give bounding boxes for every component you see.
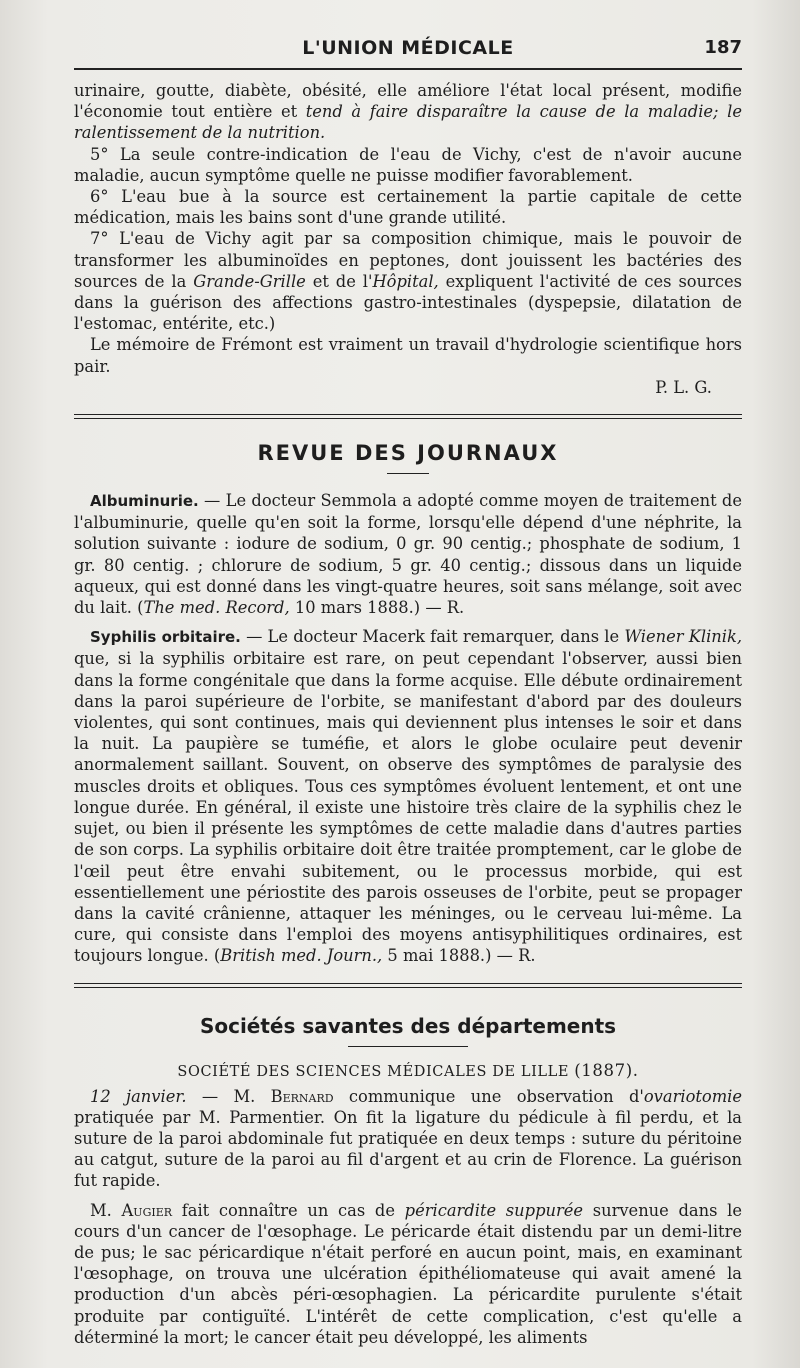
running-head — [74, 32, 742, 64]
journal-title: L'UNION MÉDICALE — [302, 37, 514, 59]
intro-paragraph-3: 6° L'eau bue à la source est certainement la partie capitale de cette médication, mais les bains sont d'une grande utilité. — [74, 187, 742, 228]
section-title-societes: Sociétés savantes des départements — [199, 1013, 617, 1038]
society-report-2: M. Augier fait connaître un cas de péricardite suppurée survenue dans le cours d'un cancer de l'œsophage. Le péricarde était distendu par un demi-litre de pus; le sac péricardique n'était perforé en aucun point, mais, en examinant l'œsophage, on trouva une ulcération épithéliomateuse qui avait amené la production d'un abcès péri-œsophagien. La péricardite purulente s'était produite par contiguïté. L'intérêt de cette complication, c'est qu'elle a déterminé la mort; le cancer était peu développé, les aliments — [74, 1200, 743, 1347]
header-rule — [74, 68, 742, 70]
article-albuminurie: Albuminurie. — Le docteur Semmola a adopté comme moyen de traitement de l'albuminurie, quelle qu'en soit la forme, lorsqu'elle dépend d'une néphrite, la solution suivante : iodure de sodium, 0 gr. 90 centig.; phosphate de sodium, 1 gr. 80 centig. ; chlorure de sodium, 5 gr. 40 centig.; dissous dans un liquide aqueux, qui est donné dans les vingt-quatre heures, soit sans mélange, soit avec du lait. (The med. Record, 10 mars 1888.) — R. — [74, 491, 742, 618]
title-rule — [387, 473, 429, 474]
society-heading: SOCIÉTÉ DES SCIENCES MÉDICALES DE LILLE (1887). — [177, 1060, 639, 1080]
intro-paragraph-2: 5° La seule contre-indication de l'eau de Vichy, c'est de n'avoir aucune maladie, aucun symptôme quelle ne puisse modifier favorablement. — [74, 144, 742, 185]
article-lead: Albuminurie. — [90, 492, 199, 511]
society-report-1: 12 janvier. — M. Bernard communique une observation d'ovariotomie pratiquée par M. Parmentier. On fit la ligature du pédicule à fil perdu, et la suture de la paroi abdominale fut pratiquée en deux temps : suture du péritoine au catgut, suture de la paroi au fil d'argent et au crin de Florence. La guérison fut rapide. — [74, 1086, 742, 1191]
page-number: 187 — [704, 37, 742, 58]
intro-paragraph-4: 7° L'eau de Vichy agit par sa composition chimique, mais le pouvoir de transformer les albuminoïdes en peptones, dont jouissent les bactéries des sources de la Grande-Grille et de l'Hôpital, expliquent l'activité de ces sources dans la guérison des affections gastro-intestinales (dyspepsie, dilatation de l'estomac, entérite, etc.) — [74, 229, 742, 334]
article-syphilis-orbitaire: Syphilis orbitaire. — Le docteur Macerk fait remarquer, dans le Wiener Klinik, que, si la syphilis orbitaire est rare, on peut cependant l'observer, aussi bien dans la forme congénitale que dans la forme acquise. Elle débute ordinairement dans la paroi supérieure de l'orbite, se manifestant d'abord par des douleurs violentes, qui sont continues, mais qui deviennent plus intenses le soir et dans la nuit. La paupière se tuméfie, et alors le globe oculaire peut devenir anormalement saillant. Souvent, on observe des symptômes de paralysie des muscles droits et obliques. Tous ces symptômes évoluent lentement, et ont une longue durée. En général, il existe une histoire très claire de la syphilis chez le sujet, ou bien il présente les symptômes de cette maladie dans d'autres parties de son corps. La syphilis orbitaire doit être traitée promptement, car le globe de l'œil peut être envahi subitement, ou le processus morbide, qui est essentiellement une périostite des parois osseuses de l'orbite, peut se propager dans la cavité crânienne, attaquer les méninges, ou le cerveau lui-même. La cure, qui consiste dans l'emploi des moyens antisyphilitiques ordinaires, est toujours longue. (British med. Journ., 5 mai 1888.) — R. — [74, 627, 743, 966]
intro-paragraph-1: urinaire, goutte, diabète, obésité, elle améliore l'état local présent, modifie l'économie tout entière et tend à faire disparaître la cause de la maladie; le ralentissement de la nutrition. — [74, 81, 742, 143]
section-title-revue: REVUE DES JOURNAUX — [257, 441, 559, 466]
intro-article — [74, 80, 742, 398]
intro-paragraph-5: Le mémoire de Frémont est vraiment un travail d'hydrologie scientifique hors pair. — [74, 335, 742, 376]
section-divider — [74, 983, 742, 988]
title-rule — [348, 1046, 468, 1047]
section-divider — [74, 414, 742, 419]
signature: P. L. G. — [655, 377, 712, 397]
article-lead: Syphilis orbitaire. — [90, 628, 241, 647]
